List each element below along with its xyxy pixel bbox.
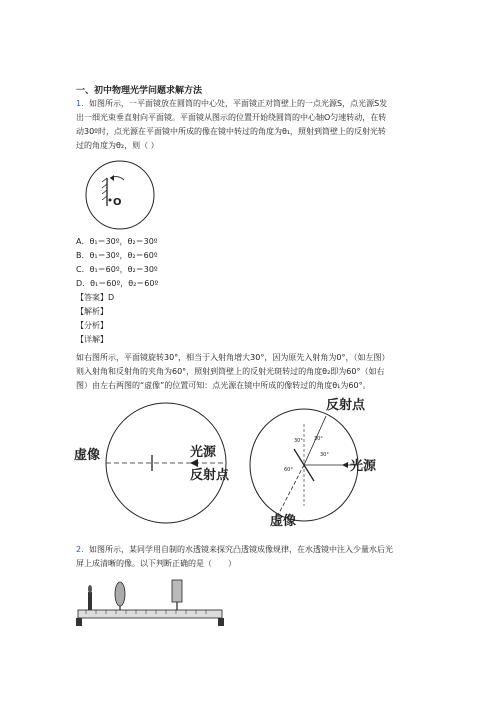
- question-line: 动30º时，点光源在平面镜中所成的像在镜中转过的角度为θ₁，照射到筒壁上的反射光转: [76, 127, 387, 136]
- question-number: 1.: [76, 99, 84, 108]
- angle-label: 30°: [320, 452, 329, 458]
- water-lens: [115, 582, 125, 606]
- candle: [88, 592, 92, 610]
- light-screen: [172, 580, 182, 602]
- fenxi-label: 【分析】: [76, 321, 108, 330]
- center-label-o: O: [113, 197, 122, 208]
- left-explanation-figure: [70, 400, 240, 530]
- detail-line: 图）由左右两图的“虚像”的位置可知：点光源在镜中所成的像转过的角度θ₁为60°。: [76, 381, 371, 390]
- question-line: 如图所示，某同学用自制的水透镜来探究凸透镜成像规律，在水透镜中注入少量水后光: [89, 545, 393, 554]
- virtual-image-label: 虚像: [270, 514, 297, 528]
- detail-line: 则入射角和反射角的夹角为60°，照射到筒壁上的反射光斑转过的角度θ₂即为60°（如右: [76, 367, 385, 376]
- question-line: 出一细光束垂直射向平面镜。平面镜从图示的位置开始绕圆筒的中心轴O匀速转动，在转: [76, 113, 387, 122]
- option-a: A．θ₁＝30º，θ₂＝30º: [76, 237, 158, 246]
- cylinder-outline: [86, 161, 154, 229]
- cylinder-mirror-figure: [74, 156, 166, 234]
- angle-label: 60°: [284, 467, 293, 473]
- detail-label: 【详解】: [76, 335, 108, 344]
- light-source-label: 光源: [190, 445, 217, 460]
- option-d: D．θ₁＝60º，θ₂＝60º: [76, 279, 159, 288]
- analysis-label: 【解析】: [76, 307, 108, 316]
- reflect-point-label: 反射点: [190, 468, 230, 483]
- option-b: B．θ₁＝30º，θ₂＝60º: [76, 251, 158, 260]
- optical-bench-figure: [76, 576, 226, 630]
- light-source-label: 光源: [350, 459, 377, 474]
- answer-label: 【答案】D: [76, 293, 115, 302]
- angle-label: 30°: [314, 436, 323, 442]
- question-line: 屏上成清晰的像。以下判断正确的是（ ）: [76, 559, 236, 568]
- reflect-point-label: 反射点: [326, 398, 366, 413]
- question-line: 如图所示，一平面镜放在圆筒的中心处，平面镜正对筒壁上的一点光源S，点光源S发: [89, 99, 388, 108]
- section-title: 一、初中物理光学问题求解方法: [76, 86, 203, 96]
- virtual-image-label: 虚像: [74, 448, 101, 463]
- center-point: [109, 199, 112, 202]
- detail-line: 如右图所示，平面镜旋转30°，相当于入射角增大30°，因为原先入射角为0°，（如左图）: [76, 353, 390, 362]
- right-explanation-figure: [248, 394, 398, 528]
- question-line: 过的角度为θ₂，则（ ）: [76, 141, 159, 150]
- candle-flame: [88, 585, 92, 593]
- question-number: 2.: [76, 545, 84, 554]
- optical-bench: [78, 610, 222, 618]
- option-c: C．θ₁＝60º，θ₂＝30º: [76, 265, 158, 274]
- angle-label: 30°: [294, 438, 303, 444]
